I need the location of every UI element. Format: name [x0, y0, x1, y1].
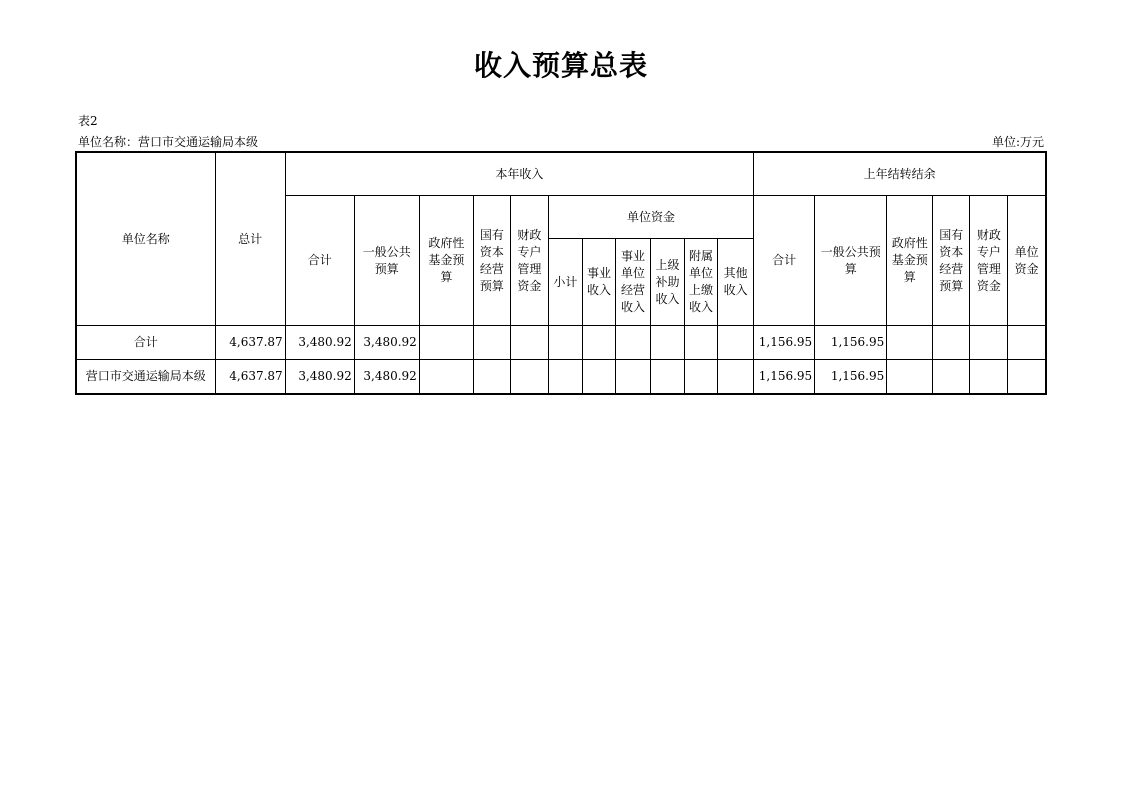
cell-uf-subtotal — [548, 326, 582, 360]
cell-total: 4,637.87 — [215, 360, 285, 395]
cell-uf-superior — [651, 360, 685, 395]
cell-cy-total: 3,480.92 — [285, 326, 354, 360]
header-uf-affiliated-income: 附属单位上缴收入 — [685, 239, 718, 326]
cell-py-fiscal-special — [970, 360, 1008, 395]
table-row — [76, 326, 1046, 360]
header-cy-subtotal: 合计 — [285, 196, 354, 326]
cell-total: 4,637.87 — [215, 326, 285, 360]
cell-py-state-capital — [933, 360, 970, 395]
header-py-general-budget: 一般公共预算 — [815, 196, 887, 326]
header-cy-gov-fund: 政府性基金预算 — [419, 196, 473, 326]
header-py-fiscal-special: 财政专户管理资金 — [970, 196, 1008, 326]
header-cy-fiscal-special: 财政专户管理资金 — [510, 196, 548, 326]
row-name: 合计 — [76, 326, 215, 360]
cell-py-unit-funds — [1008, 360, 1046, 395]
income-budget-table — [75, 151, 1047, 395]
cell-uf-other — [718, 326, 754, 360]
cell-py-gov-fund — [887, 326, 933, 360]
cell-py-general: 1,156.95 — [815, 360, 887, 395]
cell-cy-state-capital — [473, 326, 510, 360]
cell-cy-gov-fund — [419, 326, 473, 360]
cell-py-general: 1,156.95 — [815, 326, 887, 360]
row-name: 营口市交通运输局本级 — [76, 360, 215, 395]
header-uf-subtotal: 小计 — [548, 239, 582, 326]
cell-uf-business — [582, 360, 615, 395]
unit-name-label: 单位名称：营口市交通运输局本级 — [78, 135, 259, 149]
cell-uf-business — [582, 326, 615, 360]
cell-cy-fiscal-special — [510, 360, 548, 395]
cell-py-unit-funds — [1008, 326, 1046, 360]
header-uf-business-unit-income: 事业单位经营收入 — [615, 239, 650, 326]
cell-cy-total: 3,480.92 — [285, 360, 354, 395]
cell-uf-subtotal — [548, 360, 582, 395]
cell-py-fiscal-special — [970, 326, 1008, 360]
header-total: 总计 — [215, 152, 285, 326]
cell-cy-state-capital — [473, 360, 510, 395]
cell-py-gov-fund — [887, 360, 933, 395]
header-cy-general-budget: 一般公共预算 — [354, 196, 419, 326]
header-py-subtotal: 合计 — [754, 196, 815, 326]
cell-cy-gov-fund — [419, 360, 473, 395]
cell-py-total: 1,156.95 — [754, 360, 815, 395]
cell-py-state-capital — [933, 326, 970, 360]
header-uf-other-income: 其他收入 — [718, 239, 754, 326]
cell-uf-business-unit — [615, 326, 650, 360]
header-py-gov-fund: 政府性基金预算 — [887, 196, 933, 326]
header-prev-year-carryover: 上年结转结余 — [754, 152, 1046, 196]
header-cy-state-capital: 国有资本经营预算 — [473, 196, 510, 326]
table-row — [76, 360, 1046, 395]
header-current-year-income: 本年收入 — [285, 152, 753, 196]
cell-uf-other — [718, 360, 754, 395]
header-py-unit-funds: 单位资金 — [1008, 196, 1046, 326]
cell-uf-affiliated — [685, 360, 718, 395]
cell-uf-business-unit — [615, 360, 650, 395]
cell-cy-fiscal-special — [510, 326, 548, 360]
table-number: 表2 — [78, 114, 98, 128]
cell-cy-general: 3,480.92 — [354, 326, 419, 360]
page-title: 收入预算总表 — [473, 49, 648, 82]
header-uf-superior-subsidy: 上级补助收入 — [651, 239, 685, 326]
cell-uf-superior — [651, 326, 685, 360]
cell-py-total: 1,156.95 — [754, 326, 815, 360]
header-unit-funds: 单位资金 — [548, 196, 753, 239]
currency-unit-label: 单位:万元 — [991, 135, 1044, 149]
header-py-state-capital: 国有资本经营预算 — [933, 196, 970, 326]
cell-cy-general: 3,480.92 — [354, 360, 419, 395]
cell-uf-affiliated — [685, 326, 718, 360]
header-unit-name: 单位名称 — [76, 152, 215, 326]
header-uf-business-income: 事业收入 — [582, 239, 615, 326]
